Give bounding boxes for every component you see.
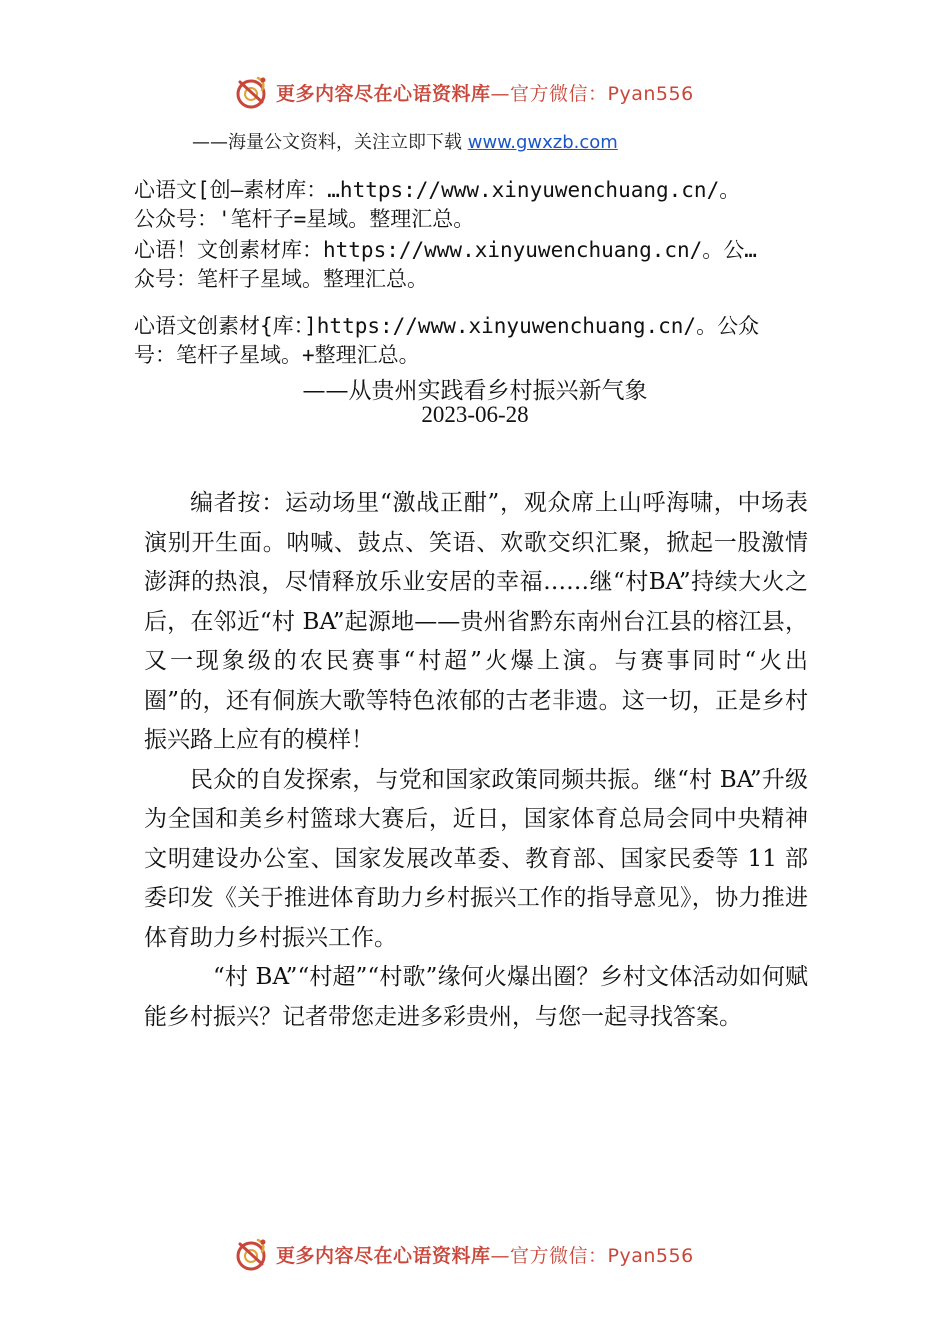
brand-logo-icon [232, 1234, 272, 1274]
paragraph-policy: 民众的自发探索，与党和国家政策同频共振。继“村 BA”升级为全国和美乡村篮球大赛后，近日，国家体育总局会同中央精神文明建设办公室、国家发展改革委、教育部、国家民委等 11 部委印发《关于推进体育助力乡村振兴工作的指导意见》，协力推进体育助力乡村振兴工作。 [144, 766, 808, 951]
brand-logo-icon [232, 72, 272, 112]
promo-block-3 [134, 312, 834, 370]
header-wechat-id: Pyan556 [607, 82, 694, 105]
promo-block-1 [134, 176, 834, 234]
download-subline: ——海量公文资料，关注立即下载 www.gwxzb.com [192, 132, 618, 153]
gwxzb-link[interactable]: www.gwxzb.com [467, 132, 618, 153]
paragraph-questions: “村 BA”“村超”“村歌”缘何火爆出圈？乡村文体活动如何赋能乡村振兴？记者带您走进多彩贵州，与您一起寻找答案。 [144, 964, 808, 1030]
article-subtitle: ——从贵州实践看乡村振兴新气象 [302, 378, 648, 404]
promo-line: 公众号：'笔杆子=星域。整理汇总。 [134, 207, 475, 231]
header-banner [0, 70, 950, 114]
article-body [144, 484, 808, 1037]
article-date: 2023-06-28 [421, 402, 529, 427]
promo-line: 心语文创素材{库：]https://www.xinyuwenchuang.cn/。公众 [134, 314, 760, 338]
promo-line: 心语！文创素材库：https://www.xinyuwenchuang.cn/。公… [134, 238, 757, 262]
footer-wechat-id: Pyan556 [607, 1244, 694, 1267]
paragraph-editor-note: 编者按：运动场里“激战正酣”，观众席上山呼海啸，中场表演别开生面。呐喊、鼓点、笑语、欢歌交织汇聚，掀起一股激情澎湃的热浪，尽情释放乐业安居的幸福……继“村BA”持续大火之后，在邻近“村 BA”起源地——贵州省黔东南州台江县的榕江县，又一现象级的农民赛事“村超”火爆上演。与赛事同时“火出圈”的，还有侗族大歌等特色浓郁的古老非遗。这一切，正是乡村振兴路上应有的模样！ [144, 490, 808, 753]
promo-line: 心语文[创—素材库：…https://www.xinyuwenchuang.cn/。 [134, 178, 741, 202]
promo-line: 号：笔杆子星域。+整理汇总。 [134, 343, 420, 367]
promo-line: 众号：笔杆子星域。整理汇总。 [134, 267, 428, 291]
header-brand-text: 更多内容尽在心语资料库—官方微信：Pyan556 [276, 82, 694, 105]
footer-brand-text: 更多内容尽在心语资料库—官方微信：Pyan556 [276, 1244, 694, 1267]
footer-banner [0, 1232, 950, 1276]
promo-block-2 [134, 236, 834, 294]
